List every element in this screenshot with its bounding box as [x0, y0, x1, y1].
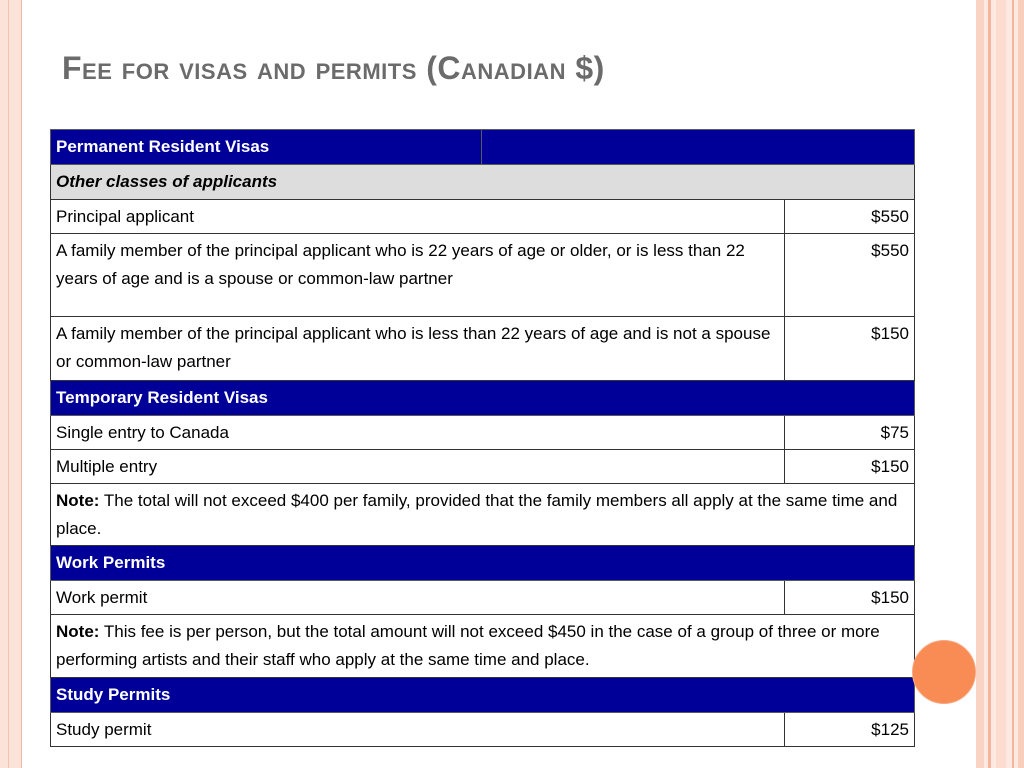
table-row	[51, 581, 915, 615]
fee-label: Principal applicant	[51, 200, 785, 234]
fee-amount: $550	[785, 234, 915, 317]
section-title: Work Permits	[51, 546, 915, 581]
fee-label: Work permit	[51, 581, 785, 615]
fee-amount: $150	[785, 581, 915, 615]
table-row	[51, 450, 915, 484]
fee-table	[50, 129, 915, 747]
note-label: Note:	[56, 622, 100, 641]
table-row	[51, 713, 915, 747]
subsection-title: Other classes of applicants	[51, 165, 915, 200]
section-title: Permanent Resident Visas	[51, 130, 482, 165]
subsection-header	[51, 165, 915, 200]
fee-amount: $125	[785, 713, 915, 747]
fee-amount: $150	[785, 450, 915, 484]
decorative-circle	[912, 640, 976, 704]
fee-label: Study permit	[51, 713, 785, 747]
note-row	[51, 484, 915, 546]
table-row	[51, 200, 915, 234]
note-text: The total will not exceed $400 per family, provided that the family members all apply at the same time and place.	[56, 491, 898, 538]
section-title: Temporary Resident Visas	[51, 381, 915, 416]
fee-label: Multiple entry	[51, 450, 785, 484]
table-row	[51, 416, 915, 450]
fee-label: A family member of the principal applicant who is less than 22 years of age and is not a spouse or common-law partner	[51, 317, 785, 381]
section-header-work	[51, 546, 915, 581]
fee-amount: $550	[785, 200, 915, 234]
note-cell	[51, 484, 915, 546]
fee-amount: $75	[785, 416, 915, 450]
slide-title: Fee for visas and permits (Canadian $)	[62, 50, 605, 86]
table-row	[51, 317, 915, 381]
section-header-permanent	[51, 130, 915, 165]
right-decorative-border	[976, 0, 1024, 768]
note-text: This fee is per person, but the total amount will not exceed $450 in the case of a group of three or more performing artists and their staff who apply at the same time and place.	[56, 622, 880, 669]
section-title: Study Permits	[51, 678, 915, 713]
fee-label: A family member of the principal applicant who is 22 years of age or older, or is less than 22 years of age and is a spouse or common-law partner	[51, 234, 785, 317]
note-label: Note:	[56, 491, 100, 510]
table-row	[51, 234, 915, 317]
section-header-study	[51, 678, 915, 713]
section-header-empty-cell	[482, 130, 915, 165]
section-header-temporary	[51, 381, 915, 416]
fee-amount: $150	[785, 317, 915, 381]
note-cell	[51, 615, 915, 678]
note-row	[51, 615, 915, 678]
left-decorative-border	[0, 0, 22, 768]
fee-label: Single entry to Canada	[51, 416, 785, 450]
